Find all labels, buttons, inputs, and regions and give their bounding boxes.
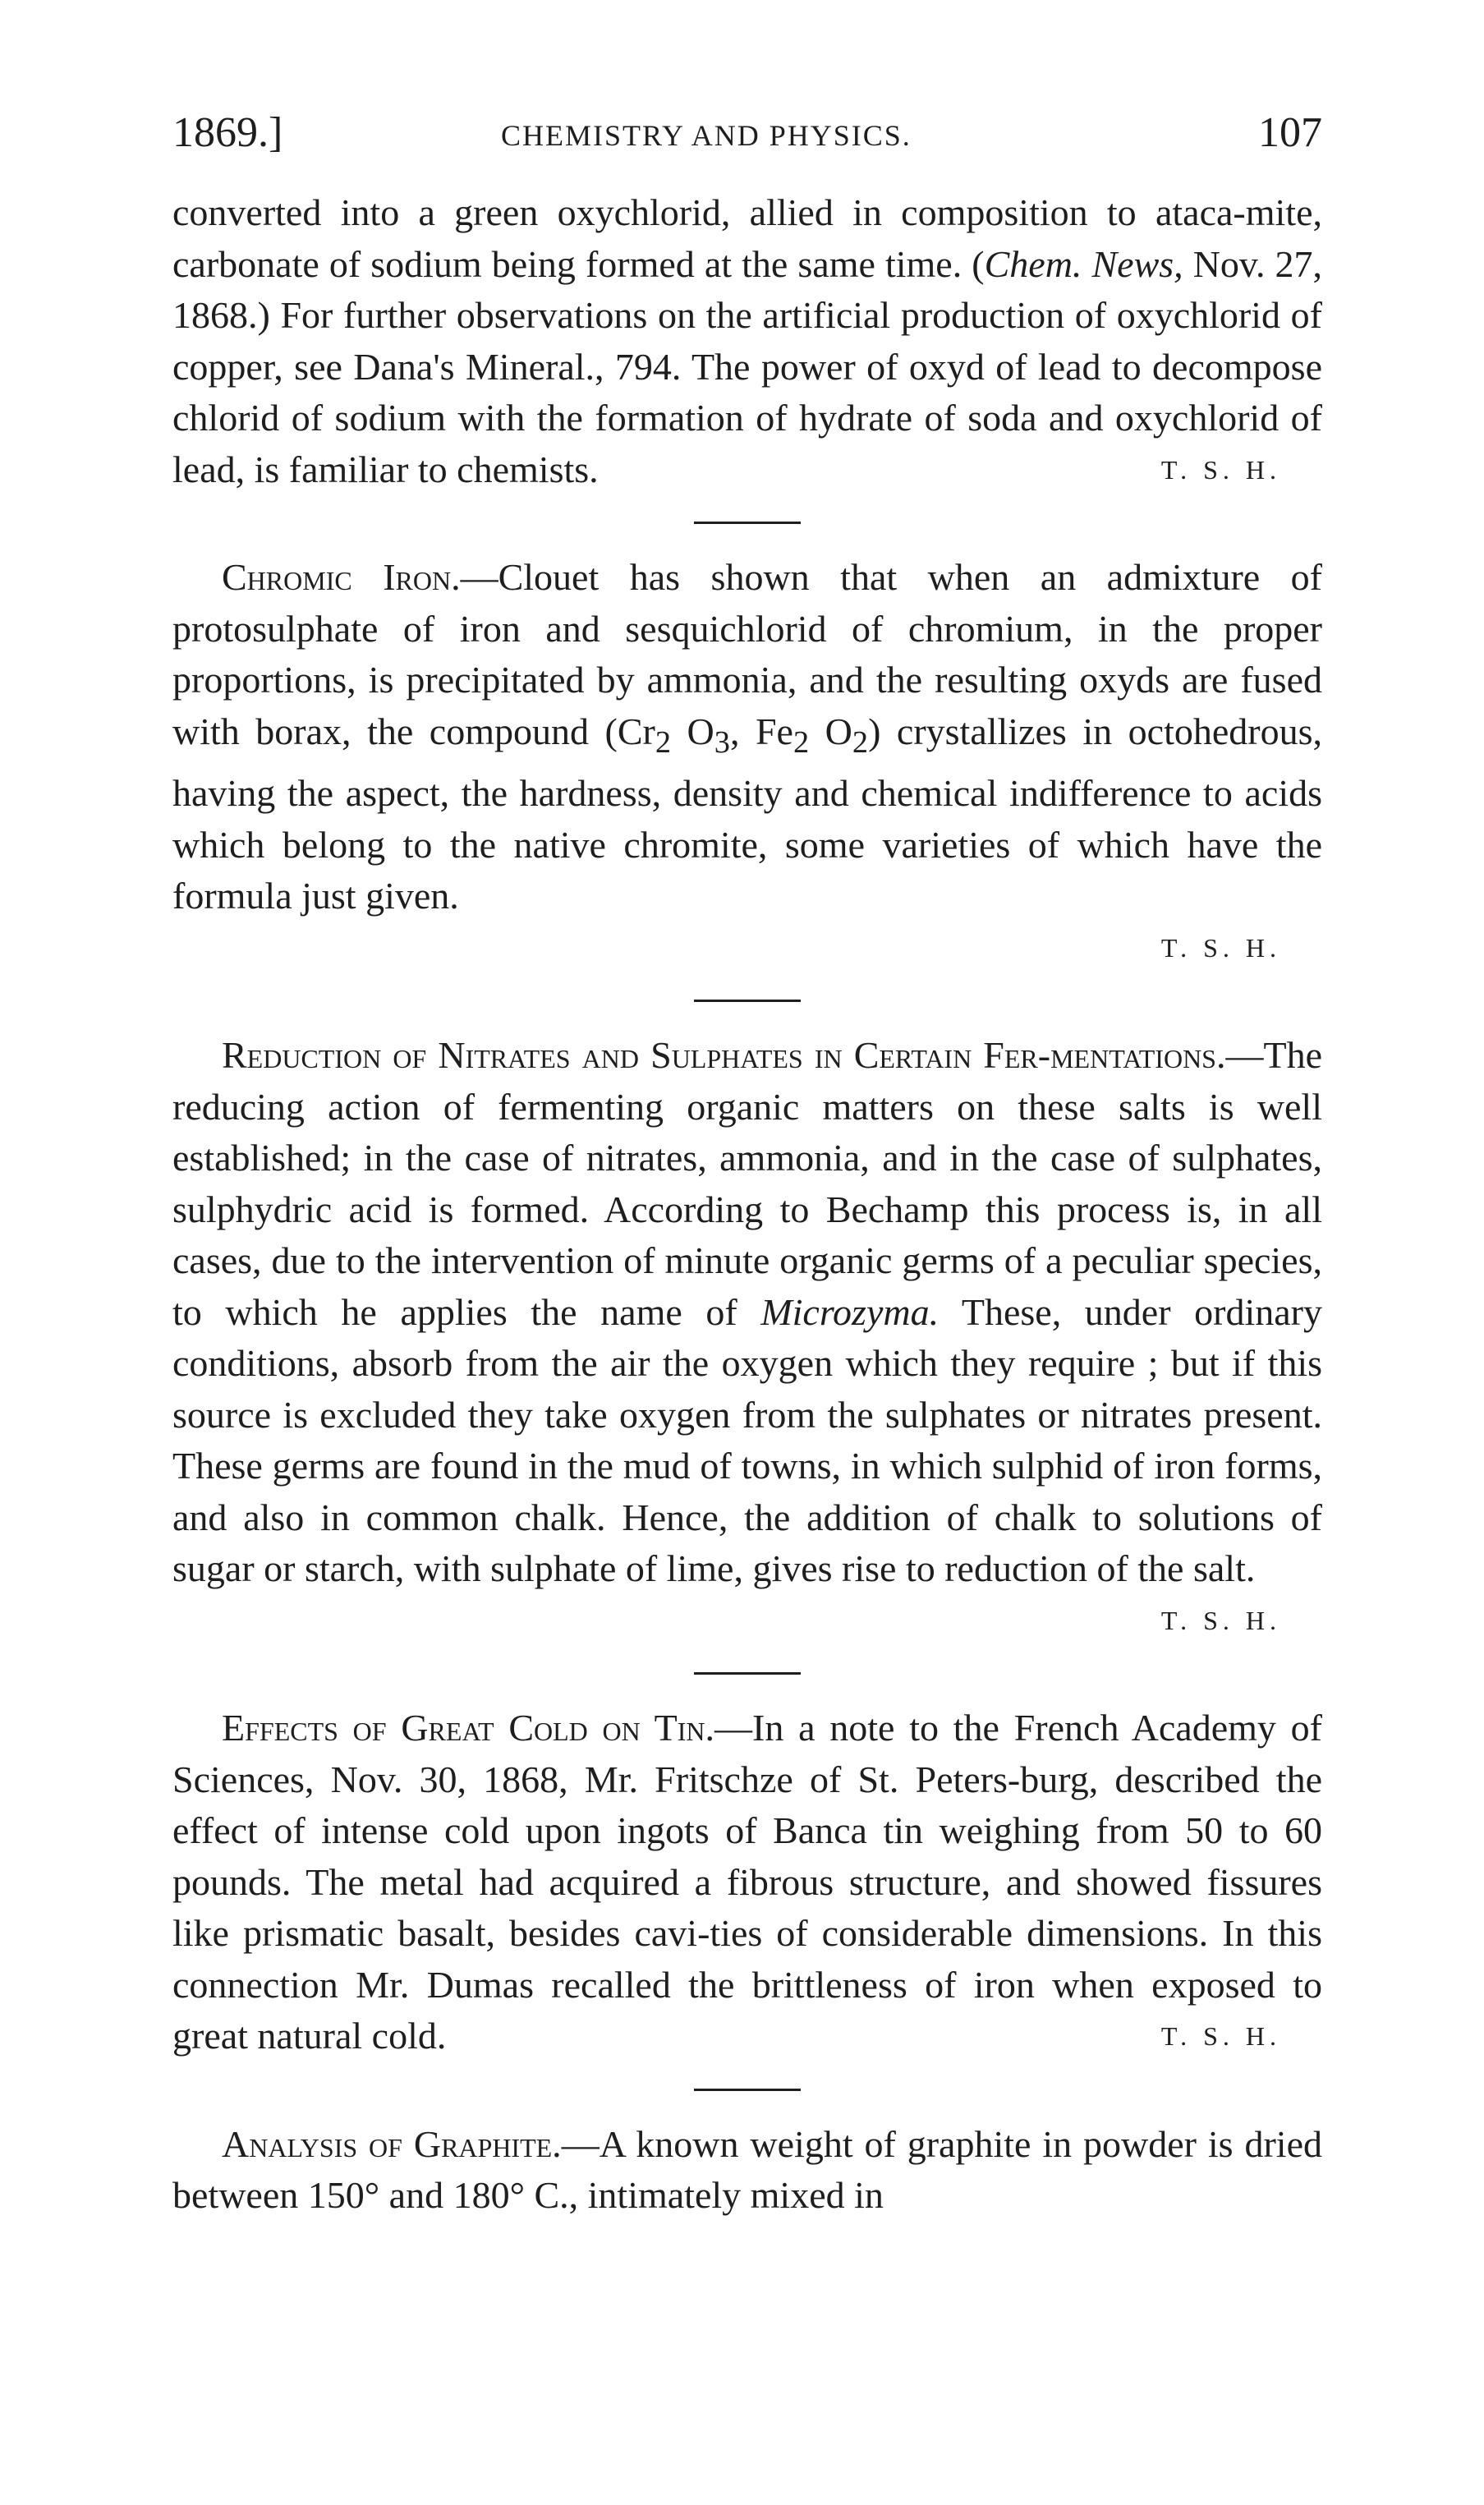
italic-term: Microzyma.	[760, 1290, 940, 1333]
author-initials: T. S. H.	[1160, 454, 1281, 485]
paragraph-text: —In a note to the French Academy of Sciences, Nov. 30, 1868, Mr. Fritschze of St. Peters-burg, described the effect of intense cold upon ingots of Banca tin weighing from 50 to 60 pounds. The metal had acquired a fibrous structure, and showed fissures like prismatic basalt, besides cavi-ties of considerable dimensions. In this connection Mr. Dumas recalled the brittleness of iron when exposed to great natural cold.	[172, 1707, 1322, 2057]
paragraph-text: —A known weight of graphite in powder is dried between 150° and 180° C., intimately mixed in	[172, 2122, 1322, 2217]
paragraph-text: Nov. 27, 1868.) For further observations on the artificial production of oxychlorid of copper, see Dana's Mineral., 794. The power of oxyd of lead to decompose chlorid of sodium with the formation of hydrate of soda and oxychlorid of lead, is familiar to chemists.	[172, 242, 1323, 490]
section-heading: Chromic Iron.	[222, 556, 461, 598]
page-number: 107	[1258, 109, 1322, 156]
paragraph-text: These, under ordinary conditions, absorb from the air the oxygen which they require ; but if this source is excluded they take oxygen from the sulphates or nitrates present. These germs are found in the mud of towns, in which sulphid of iron forms, and also in common chalk. Hence, the addition of chalk to solutions of sugar or starch, with sulphate of lime, gives rise to reduction of the salt.	[172, 1290, 1322, 1590]
section-heading: Effects of Great Cold on Tin.	[222, 1707, 715, 1749]
section-divider	[694, 1672, 801, 1675]
section-divider	[694, 1000, 801, 1002]
paragraph-reduction	[172, 1030, 1322, 1635]
section-heading: Analysis of Graphite.	[222, 2122, 562, 2165]
paragraph-graphite	[172, 2119, 1322, 2222]
paragraph-text: O	[671, 710, 714, 752]
paragraph-text: —The reducing action of fermenting organic matters on these salts is well established; in the case of nitrates, ammonia, and in the case of sulphates, sulphydric acid is formed. According to Bechamp this process is, in all cases, due to the intervention of minute organic germs of a peculiar species, to which he applies the name of	[172, 1034, 1322, 1333]
paragraph-chromic-iron	[172, 552, 1322, 922]
subscript: 2	[793, 724, 810, 760]
citation-journal: Chem. News,	[984, 242, 1183, 285]
section-heading: Reduction of Nitrates and Sulphates in Certain Fer-mentations.	[222, 1034, 1226, 1077]
author-initials: T. S. H.	[1160, 1605, 1281, 1635]
section-divider	[694, 522, 801, 524]
subscript: 2	[655, 724, 672, 760]
paragraph-text: converted into a green oxychlorid, allied in composition to ataca-mite, carbonate of sodium being formed at the same time. (	[172, 191, 1322, 285]
section-title: CHEMISTRY AND PHYSICS.	[501, 119, 912, 152]
subscript: 2	[852, 724, 869, 760]
paragraph-oxychlorid	[172, 187, 1322, 495]
paragraph-text: —Clouet has shown that when an admixture of protosulphate of iron and sesquichlorid of chromium, in the proper proportions, is precipitated by ammonia, and the resulting oxyds are fused with borax, the compound (Cr	[172, 556, 1322, 752]
author-initials: T. S. H.	[1160, 932, 1281, 963]
paragraph-cold-tin	[172, 1703, 1322, 2062]
year-label: 1869.]	[172, 109, 283, 156]
paragraph-text: O	[809, 710, 852, 752]
paragraph-text: , Fe	[729, 710, 793, 752]
author-initials: T. S. H.	[1160, 2021, 1281, 2052]
section-divider	[694, 2089, 801, 2091]
paragraph-text: ) crystallizes in octohedrous, having the aspect, the hardness, density and chemical indifference to acids which belong to the native chromite, some varieties of which have the formula just given.	[172, 710, 1322, 917]
subscript: 3	[714, 724, 730, 760]
running-header	[172, 108, 1322, 174]
article-body	[172, 187, 1322, 2222]
